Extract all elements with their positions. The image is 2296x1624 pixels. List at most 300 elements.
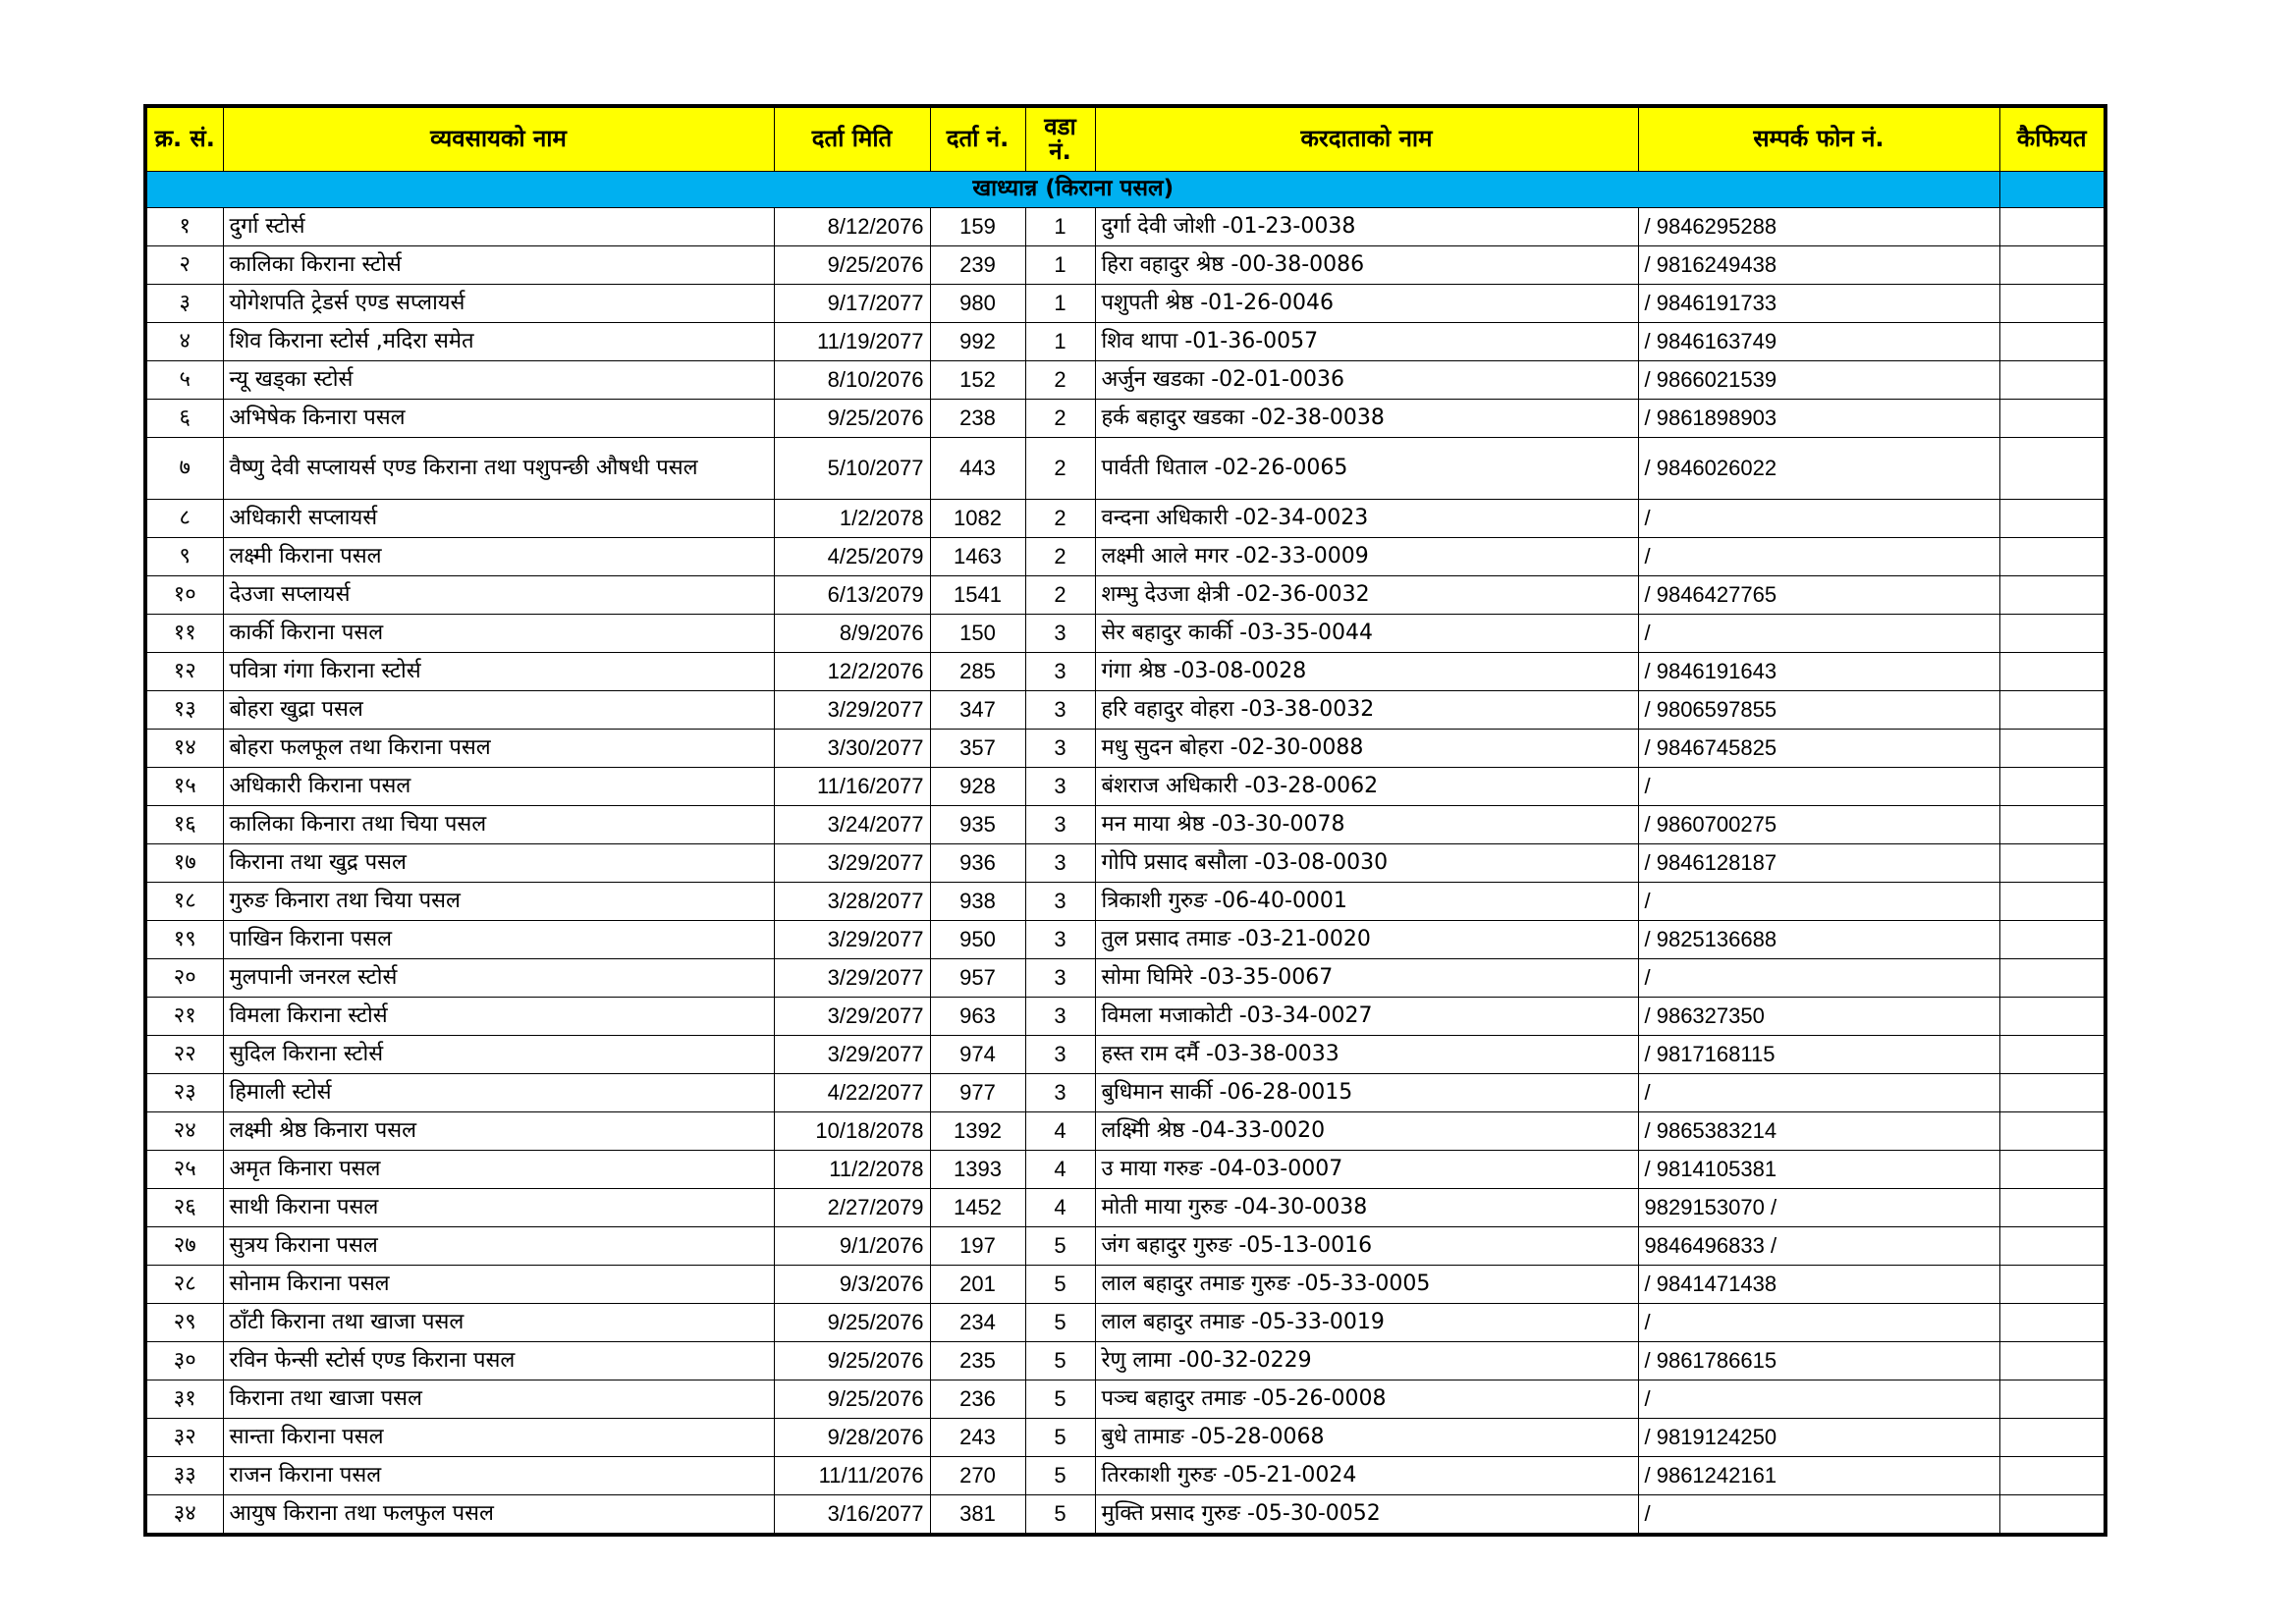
cell-taxpayer: लाल बहादुर तमाङ -05-33-0019 xyxy=(1095,1304,1638,1342)
cell-ward: 3 xyxy=(1025,959,1095,998)
cell-reg-date: 11/2/2078 xyxy=(774,1151,930,1189)
cell-sn: ७ xyxy=(145,438,223,500)
cell-remarks xyxy=(1999,400,2105,438)
cell-reg-date: 9/25/2076 xyxy=(774,246,930,285)
table-row xyxy=(145,361,2105,400)
cell-business-name: लक्ष्मी श्रेष्ठ किनारा पसल xyxy=(223,1112,774,1151)
cell-reg-no: 270 xyxy=(930,1457,1025,1495)
table-row xyxy=(145,653,2105,691)
cell-sn: ८ xyxy=(145,500,223,538)
cell-taxpayer: दुर्गा देवी जोशी -01-23-0038 xyxy=(1095,208,1638,246)
cell-sn: १४ xyxy=(145,730,223,768)
col-header-ward: वडा नं. xyxy=(1025,106,1095,172)
cell-reg-date: 3/29/2077 xyxy=(774,959,930,998)
cell-ward: 5 xyxy=(1025,1304,1095,1342)
cell-sn: ३ xyxy=(145,285,223,323)
col-header-reg-date: दर्ता मिति xyxy=(774,106,930,172)
cell-remarks xyxy=(1999,1151,2105,1189)
cell-reg-no: 347 xyxy=(930,691,1025,730)
cell-phone: / xyxy=(1638,1495,1999,1536)
cell-remarks xyxy=(1999,438,2105,500)
cell-business-name: शिव किराना स्टोर्स ,मदिरा समेत xyxy=(223,323,774,361)
cell-reg-date: 1/2/2078 xyxy=(774,500,930,538)
cell-remarks xyxy=(1999,1189,2105,1227)
cell-sn: २८ xyxy=(145,1266,223,1304)
cell-reg-date: 3/29/2077 xyxy=(774,844,930,883)
cell-ward: 3 xyxy=(1025,921,1095,959)
cell-reg-no: 977 xyxy=(930,1074,1025,1112)
cell-business-name: पवित्रा गंगा किराना स्टोर्स xyxy=(223,653,774,691)
cell-taxpayer: पशुपती श्रेष्ठ -01-26-0046 xyxy=(1095,285,1638,323)
table-row xyxy=(145,1304,2105,1342)
cell-remarks xyxy=(1999,1380,2105,1419)
cell-phone: / xyxy=(1638,538,1999,576)
table-row xyxy=(145,959,2105,998)
cell-ward: 3 xyxy=(1025,615,1095,653)
cell-business-name: किराना तथा खाजा पसल xyxy=(223,1380,774,1419)
cell-business-name: सोनाम किराना पसल xyxy=(223,1266,774,1304)
cell-ward: 2 xyxy=(1025,538,1095,576)
cell-remarks xyxy=(1999,806,2105,844)
cell-remarks xyxy=(1999,1112,2105,1151)
cell-reg-no: 381 xyxy=(930,1495,1025,1536)
cell-taxpayer: हरि वहादुर वोहरा -03-38-0032 xyxy=(1095,691,1638,730)
col-header-remarks: कैफियत xyxy=(1999,106,2105,172)
cell-business-name: कालिका किनारा तथा चिया पसल xyxy=(223,806,774,844)
cell-remarks xyxy=(1999,1419,2105,1457)
table-row xyxy=(145,576,2105,615)
cell-sn: ४ xyxy=(145,323,223,361)
cell-phone: / 9841471438 xyxy=(1638,1266,1999,1304)
col-header-sn: क्र. सं. xyxy=(145,106,223,172)
cell-business-name: गुरुङ किनारा तथा चिया पसल xyxy=(223,883,774,921)
table-row xyxy=(145,921,2105,959)
cell-taxpayer: रेणु लामा -00-32-0229 xyxy=(1095,1342,1638,1380)
cell-taxpayer: मन माया श्रेष्ठ -03-30-0078 xyxy=(1095,806,1638,844)
cell-remarks xyxy=(1999,285,2105,323)
cell-reg-date: 8/10/2076 xyxy=(774,361,930,400)
cell-taxpayer: बंशराज अधिकारी -03-28-0062 xyxy=(1095,768,1638,806)
cell-reg-date: 11/19/2077 xyxy=(774,323,930,361)
cell-reg-date: 11/16/2077 xyxy=(774,768,930,806)
cell-reg-no: 234 xyxy=(930,1304,1025,1342)
cell-reg-no: 1541 xyxy=(930,576,1025,615)
cell-remarks xyxy=(1999,844,2105,883)
cell-remarks xyxy=(1999,1495,2105,1536)
cell-phone: / xyxy=(1638,1074,1999,1112)
cell-reg-date: 8/9/2076 xyxy=(774,615,930,653)
cell-sn: १२ xyxy=(145,653,223,691)
cell-sn: १० xyxy=(145,576,223,615)
cell-taxpayer: जंग बहादुर गुरुङ -05-13-0016 xyxy=(1095,1227,1638,1266)
cell-reg-date: 4/22/2077 xyxy=(774,1074,930,1112)
section-remarks-cell xyxy=(1999,172,2105,208)
table-row xyxy=(145,400,2105,438)
col-header-reg-no: दर्ता नं. xyxy=(930,106,1025,172)
cell-ward: 2 xyxy=(1025,438,1095,500)
cell-ward: 5 xyxy=(1025,1419,1095,1457)
cell-business-name: हिमाली स्टोर्स xyxy=(223,1074,774,1112)
cell-ward: 2 xyxy=(1025,576,1095,615)
table-row xyxy=(145,438,2105,500)
table-row xyxy=(145,730,2105,768)
cell-phone: / 9860700275 xyxy=(1638,806,1999,844)
cell-phone: / xyxy=(1638,959,1999,998)
table-row xyxy=(145,615,2105,653)
cell-business-name: अधिकारी किराना पसल xyxy=(223,768,774,806)
cell-reg-no: 159 xyxy=(930,208,1025,246)
cell-reg-date: 10/18/2078 xyxy=(774,1112,930,1151)
cell-taxpayer: त्रिकाशी गुरुङ -06-40-0001 xyxy=(1095,883,1638,921)
cell-sn: १३ xyxy=(145,691,223,730)
cell-taxpayer: सोमा घिमिरे -03-35-0067 xyxy=(1095,959,1638,998)
cell-taxpayer: पञ्च बहादुर तमाङ -05-26-0008 xyxy=(1095,1380,1638,1419)
cell-reg-date: 9/1/2076 xyxy=(774,1227,930,1266)
cell-sn: १८ xyxy=(145,883,223,921)
cell-taxpayer: मुक्ति प्रसाद गुरुङ -05-30-0052 xyxy=(1095,1495,1638,1536)
cell-reg-date: 5/10/2077 xyxy=(774,438,930,500)
cell-reg-no: 935 xyxy=(930,806,1025,844)
cell-sn: १७ xyxy=(145,844,223,883)
cell-sn: १९ xyxy=(145,921,223,959)
table-row xyxy=(145,883,2105,921)
cell-taxpayer: लाल बहादुर तमाङ गुरुङ -05-33-0005 xyxy=(1095,1266,1638,1304)
table-row xyxy=(145,500,2105,538)
cell-remarks xyxy=(1999,730,2105,768)
cell-remarks xyxy=(1999,921,2105,959)
cell-phone: / 986327350 xyxy=(1638,998,1999,1036)
cell-reg-no: 201 xyxy=(930,1266,1025,1304)
cell-reg-date: 4/25/2079 xyxy=(774,538,930,576)
cell-reg-no: 928 xyxy=(930,768,1025,806)
cell-business-name: देउजा सप्लायर्स xyxy=(223,576,774,615)
table-row xyxy=(145,1419,2105,1457)
cell-reg-date: 3/29/2077 xyxy=(774,998,930,1036)
cell-taxpayer: लक्ष्मी आले मगर -02-33-0009 xyxy=(1095,538,1638,576)
cell-ward: 3 xyxy=(1025,730,1095,768)
cell-phone: / 9806597855 xyxy=(1638,691,1999,730)
table-row xyxy=(145,998,2105,1036)
cell-phone: / 9846191643 xyxy=(1638,653,1999,691)
cell-ward: 5 xyxy=(1025,1495,1095,1536)
cell-taxpayer: हर्क बहादुर खडका -02-38-0038 xyxy=(1095,400,1638,438)
cell-business-name: न्यू खड्का स्टोर्स xyxy=(223,361,774,400)
cell-remarks xyxy=(1999,576,2105,615)
cell-reg-no: 150 xyxy=(930,615,1025,653)
cell-ward: 5 xyxy=(1025,1227,1095,1266)
cell-reg-no: 950 xyxy=(930,921,1025,959)
cell-reg-no: 992 xyxy=(930,323,1025,361)
cell-reg-no: 974 xyxy=(930,1036,1025,1074)
cell-taxpayer: गंगा श्रेष्ठ -03-08-0028 xyxy=(1095,653,1638,691)
cell-ward: 2 xyxy=(1025,400,1095,438)
cell-ward: 3 xyxy=(1025,844,1095,883)
cell-remarks xyxy=(1999,883,2105,921)
cell-sn: १ xyxy=(145,208,223,246)
section-row xyxy=(145,172,2105,208)
cell-business-name: अधिकारी सप्लायर्स xyxy=(223,500,774,538)
table-row xyxy=(145,1036,2105,1074)
cell-remarks xyxy=(1999,361,2105,400)
table-row xyxy=(145,1342,2105,1380)
cell-reg-date: 2/27/2079 xyxy=(774,1189,930,1227)
cell-reg-date: 3/24/2077 xyxy=(774,806,930,844)
cell-reg-no: 285 xyxy=(930,653,1025,691)
cell-phone: / 9846295288 xyxy=(1638,208,1999,246)
cell-ward: 2 xyxy=(1025,361,1095,400)
cell-reg-date: 3/29/2077 xyxy=(774,921,930,959)
cell-reg-no: 239 xyxy=(930,246,1025,285)
cell-ward: 1 xyxy=(1025,246,1095,285)
cell-taxpayer: उ माया गरुङ -04-03-0007 xyxy=(1095,1151,1638,1189)
cell-phone: / 9817168115 xyxy=(1638,1036,1999,1074)
cell-reg-date: 9/25/2076 xyxy=(774,1304,930,1342)
cell-reg-no: 938 xyxy=(930,883,1025,921)
cell-taxpayer: पार्वती धिताल -02-26-0065 xyxy=(1095,438,1638,500)
cell-business-name: पाखिन किराना पसल xyxy=(223,921,774,959)
cell-business-name: बोहरा खुद्रा पसल xyxy=(223,691,774,730)
table-row xyxy=(145,1380,2105,1419)
table-row xyxy=(145,1495,2105,1536)
table-row xyxy=(145,844,2105,883)
cell-reg-no: 243 xyxy=(930,1419,1025,1457)
cell-taxpayer: विमला मजाकोटी -03-34-0027 xyxy=(1095,998,1638,1036)
cell-ward: 5 xyxy=(1025,1457,1095,1495)
cell-phone: 9846496833 / xyxy=(1638,1227,1999,1266)
cell-reg-date: 3/29/2077 xyxy=(774,691,930,730)
cell-business-name: सान्ता किराना पसल xyxy=(223,1419,774,1457)
cell-sn: २६ xyxy=(145,1189,223,1227)
col-header-business-name: व्यवसायको नाम xyxy=(223,106,774,172)
table-row xyxy=(145,691,2105,730)
cell-ward: 1 xyxy=(1025,285,1095,323)
cell-reg-date: 9/17/2077 xyxy=(774,285,930,323)
cell-reg-no: 980 xyxy=(930,285,1025,323)
table-row xyxy=(145,1227,2105,1266)
cell-sn: ३४ xyxy=(145,1495,223,1536)
cell-ward: 4 xyxy=(1025,1151,1095,1189)
cell-reg-date: 9/3/2076 xyxy=(774,1266,930,1304)
cell-reg-no: 1082 xyxy=(930,500,1025,538)
business-register-table xyxy=(143,104,2107,1537)
cell-remarks xyxy=(1999,208,2105,246)
cell-sn: ६ xyxy=(145,400,223,438)
cell-remarks xyxy=(1999,323,2105,361)
cell-taxpayer: हिरा वहादुर श्रेष्ठ -00-38-0086 xyxy=(1095,246,1638,285)
cell-remarks xyxy=(1999,768,2105,806)
cell-remarks xyxy=(1999,959,2105,998)
cell-ward: 3 xyxy=(1025,768,1095,806)
cell-remarks xyxy=(1999,1074,2105,1112)
cell-phone: / 9825136688 xyxy=(1638,921,1999,959)
cell-ward: 5 xyxy=(1025,1266,1095,1304)
cell-sn: ९ xyxy=(145,538,223,576)
cell-taxpayer: वन्दना अधिकारी -02-34-0023 xyxy=(1095,500,1638,538)
cell-reg-no: 152 xyxy=(930,361,1025,400)
cell-taxpayer: सेर बहादुर कार्की -03-35-0044 xyxy=(1095,615,1638,653)
cell-remarks xyxy=(1999,1227,2105,1266)
cell-sn: ५ xyxy=(145,361,223,400)
cell-remarks xyxy=(1999,538,2105,576)
cell-reg-no: 963 xyxy=(930,998,1025,1036)
cell-sn: २४ xyxy=(145,1112,223,1151)
cell-business-name: मुलपानी जनरल स्टोर्स xyxy=(223,959,774,998)
cell-sn: १६ xyxy=(145,806,223,844)
cell-phone: / 9846026022 xyxy=(1638,438,1999,500)
cell-remarks xyxy=(1999,246,2105,285)
cell-phone: / xyxy=(1638,1380,1999,1419)
cell-reg-date: 8/12/2076 xyxy=(774,208,930,246)
cell-reg-date: 3/30/2077 xyxy=(774,730,930,768)
cell-reg-date: 9/25/2076 xyxy=(774,1380,930,1419)
cell-phone: / xyxy=(1638,615,1999,653)
cell-reg-no: 1393 xyxy=(930,1151,1025,1189)
cell-reg-no: 235 xyxy=(930,1342,1025,1380)
cell-ward: 4 xyxy=(1025,1189,1095,1227)
cell-taxpayer: शिव थापा -01-36-0057 xyxy=(1095,323,1638,361)
cell-taxpayer: तुल प्रसाद तमाङ -03-21-0020 xyxy=(1095,921,1638,959)
cell-ward: 3 xyxy=(1025,691,1095,730)
cell-ward: 3 xyxy=(1025,1036,1095,1074)
cell-phone: / 9819124250 xyxy=(1638,1419,1999,1457)
cell-phone: / xyxy=(1638,500,1999,538)
cell-ward: 3 xyxy=(1025,998,1095,1036)
cell-sn: २७ xyxy=(145,1227,223,1266)
cell-sn: ३३ xyxy=(145,1457,223,1495)
cell-business-name: अमृत किनारा पसल xyxy=(223,1151,774,1189)
cell-remarks xyxy=(1999,500,2105,538)
cell-phone: / 9846191733 xyxy=(1638,285,1999,323)
table-row xyxy=(145,246,2105,285)
cell-business-name: लक्ष्मी किराना पसल xyxy=(223,538,774,576)
cell-remarks xyxy=(1999,1342,2105,1380)
cell-business-name: साथी किराना पसल xyxy=(223,1189,774,1227)
cell-reg-no: 957 xyxy=(930,959,1025,998)
cell-taxpayer: हस्त राम दर्मै -03-38-0033 xyxy=(1095,1036,1638,1074)
cell-reg-no: 443 xyxy=(930,438,1025,500)
cell-ward: 3 xyxy=(1025,883,1095,921)
cell-reg-date: 9/28/2076 xyxy=(774,1419,930,1457)
cell-remarks xyxy=(1999,653,2105,691)
cell-sn: १५ xyxy=(145,768,223,806)
cell-ward: 3 xyxy=(1025,1074,1095,1112)
cell-ward: 3 xyxy=(1025,653,1095,691)
cell-phone: / 9846427765 xyxy=(1638,576,1999,615)
cell-phone: / 9861898903 xyxy=(1638,400,1999,438)
table-row xyxy=(145,538,2105,576)
cell-business-name: सुदिल किराना स्टोर्स xyxy=(223,1036,774,1074)
table-row xyxy=(145,285,2105,323)
cell-sn: २० xyxy=(145,959,223,998)
section-title: खाध्यान्न (किराना पसल) xyxy=(145,172,1999,208)
cell-phone: / 9846745825 xyxy=(1638,730,1999,768)
cell-business-name: कालिका किराना स्टोर्स xyxy=(223,246,774,285)
cell-phone: / 9865383214 xyxy=(1638,1112,1999,1151)
cell-business-name: योगेशपति ट्रेडर्स एण्ड सप्लायर्स xyxy=(223,285,774,323)
cell-reg-date: 11/11/2076 xyxy=(774,1457,930,1495)
cell-reg-date: 12/2/2076 xyxy=(774,653,930,691)
cell-reg-no: 936 xyxy=(930,844,1025,883)
table-row xyxy=(145,1074,2105,1112)
cell-taxpayer: अर्जुन खडका -02-01-0036 xyxy=(1095,361,1638,400)
cell-sn: ३१ xyxy=(145,1380,223,1419)
cell-remarks xyxy=(1999,1304,2105,1342)
cell-phone: / 9816249438 xyxy=(1638,246,1999,285)
cell-phone: / xyxy=(1638,768,1999,806)
cell-business-name: किराना तथा खुद्र पसल xyxy=(223,844,774,883)
cell-taxpayer: गोपि प्रसाद बसौला -03-08-0030 xyxy=(1095,844,1638,883)
cell-taxpayer: बुधिमान सार्की -06-28-0015 xyxy=(1095,1074,1638,1112)
cell-sn: २१ xyxy=(145,998,223,1036)
cell-ward: 1 xyxy=(1025,208,1095,246)
cell-taxpayer: लक्ष्मिी श्रेष्ठ -04-33-0020 xyxy=(1095,1112,1638,1151)
cell-business-name: ठाँटी किराना तथा खाजा पसल xyxy=(223,1304,774,1342)
cell-taxpayer: बुधे तामाङ -05-28-0068 xyxy=(1095,1419,1638,1457)
cell-remarks xyxy=(1999,691,2105,730)
col-header-phone: सम्पर्क फोन नं. xyxy=(1638,106,1999,172)
cell-business-name: सुत्रय किराना पसल xyxy=(223,1227,774,1266)
cell-sn: २२ xyxy=(145,1036,223,1074)
cell-remarks xyxy=(1999,1266,2105,1304)
cell-ward: 3 xyxy=(1025,806,1095,844)
table-row xyxy=(145,323,2105,361)
cell-business-name: कार्की किराना पसल xyxy=(223,615,774,653)
cell-taxpayer: शम्भु देउजा क्षेत्री -02-36-0032 xyxy=(1095,576,1638,615)
cell-reg-date: 6/13/2079 xyxy=(774,576,930,615)
table-row xyxy=(145,1151,2105,1189)
cell-reg-date: 9/25/2076 xyxy=(774,1342,930,1380)
cell-ward: 2 xyxy=(1025,500,1095,538)
cell-ward: 5 xyxy=(1025,1380,1095,1419)
cell-reg-date: 3/29/2077 xyxy=(774,1036,930,1074)
cell-taxpayer: मोती माया गुरुङ -04-30-0038 xyxy=(1095,1189,1638,1227)
cell-business-name: रविन फेन्सी स्टोर्स एण्ड किराना पसल xyxy=(223,1342,774,1380)
header-row xyxy=(145,106,2105,172)
cell-reg-no: 236 xyxy=(930,1380,1025,1419)
cell-sn: ३२ xyxy=(145,1419,223,1457)
cell-business-name: विमला किराना स्टोर्स xyxy=(223,998,774,1036)
table-row xyxy=(145,768,2105,806)
cell-remarks xyxy=(1999,615,2105,653)
cell-business-name: बोहरा फलफूल तथा किराना पसल xyxy=(223,730,774,768)
cell-phone: / 9861242161 xyxy=(1638,1457,1999,1495)
cell-reg-no: 197 xyxy=(930,1227,1025,1266)
cell-ward: 4 xyxy=(1025,1112,1095,1151)
cell-reg-date: 9/25/2076 xyxy=(774,400,930,438)
table-row xyxy=(145,208,2105,246)
table-row xyxy=(145,806,2105,844)
cell-business-name: अभिषेक किनारा पसल xyxy=(223,400,774,438)
cell-phone: / 9814105381 xyxy=(1638,1151,1999,1189)
table-row xyxy=(145,1266,2105,1304)
cell-remarks xyxy=(1999,1036,2105,1074)
cell-phone: / 9866021539 xyxy=(1638,361,1999,400)
cell-sn: ११ xyxy=(145,615,223,653)
table-row xyxy=(145,1457,2105,1495)
cell-reg-date: 3/28/2077 xyxy=(774,883,930,921)
cell-sn: ३० xyxy=(145,1342,223,1380)
cell-business-name: आयुष किराना तथा फलफुल पसल xyxy=(223,1495,774,1536)
cell-reg-no: 1392 xyxy=(930,1112,1025,1151)
cell-reg-no: 238 xyxy=(930,400,1025,438)
cell-reg-no: 1463 xyxy=(930,538,1025,576)
cell-taxpayer: मधु सुदन बोहरा -02-30-0088 xyxy=(1095,730,1638,768)
cell-sn: २ xyxy=(145,246,223,285)
cell-phone: 9829153070 / xyxy=(1638,1189,1999,1227)
cell-remarks xyxy=(1999,1457,2105,1495)
cell-business-name: दुर्गा स्टोर्स xyxy=(223,208,774,246)
cell-sn: २३ xyxy=(145,1074,223,1112)
